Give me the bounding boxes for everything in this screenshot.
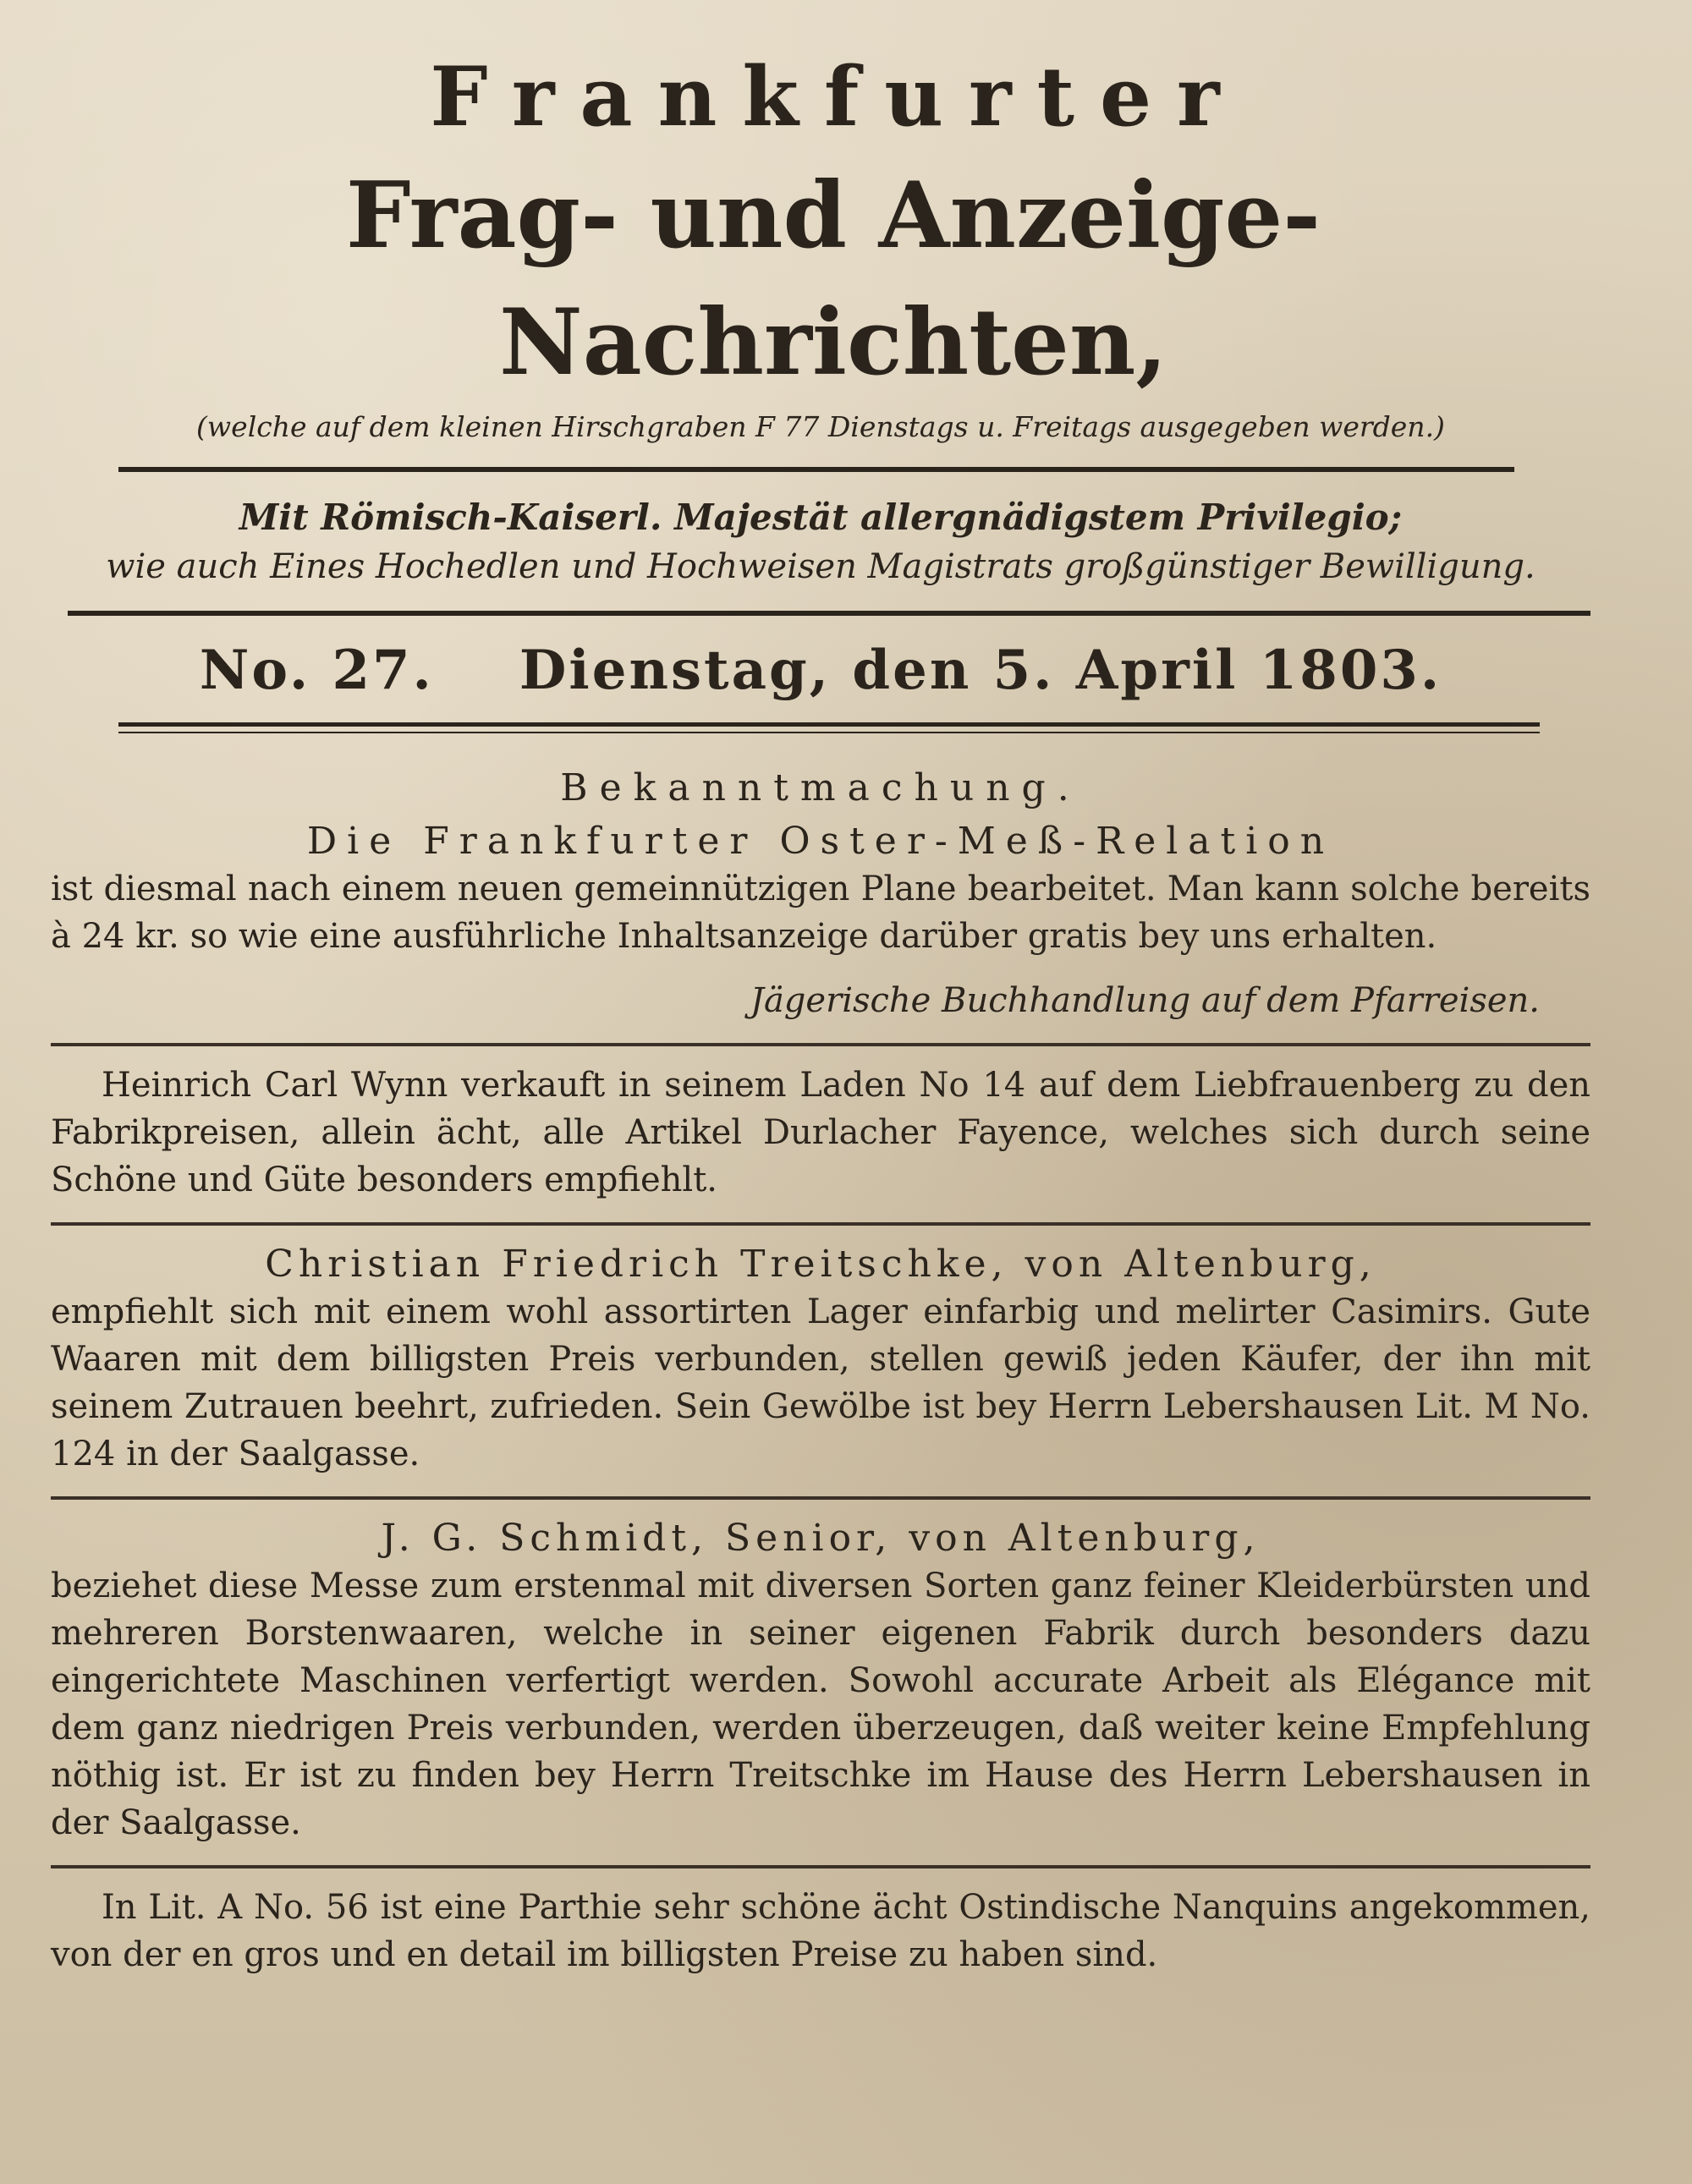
divider: [118, 722, 1540, 733]
privilege-line-1: Mit Römisch-Kaiserl. Majestät allergnädigstem Privilegio;: [239, 497, 1403, 538]
announcement-heading: Bekanntmachung.: [560, 766, 1081, 809]
divider: [51, 1865, 1590, 1868]
privilege-line-2: wie auch Eines Hochedlen und Hochweisen Magistrats großgünstiger Bewilligung.: [106, 547, 1535, 586]
divider: [118, 467, 1514, 472]
divider: [68, 611, 1590, 616]
announcement-lead: Die Frankfurter Oster-Meß-Relation: [306, 820, 1335, 863]
advertisement-lead: J. G. Schmidt, Senior, von Altenburg,: [381, 1517, 1261, 1560]
privilege-block: [51, 492, 1590, 590]
advertisement: [51, 1515, 1590, 1847]
masthead-subtitle: (welche auf dem kleinen Hirschgraben F 77 Dienstags u. Freitags ausgegeben werden.): [196, 410, 1445, 443]
divider: [51, 1496, 1590, 1500]
advertisement-lead: Christian Friedrich Treitschke, von Altenburg,: [265, 1243, 1376, 1286]
announcement-text: ist diesmal nach einem neuen gemeinnützigen Plane bearbeitet. Man kann solche bereits à 24 kr. so wie eine ausführliche Inhaltsanzeige darüber gratis bey uns erhalten.: [51, 870, 1590, 956]
divider: [51, 1222, 1590, 1226]
advertisement: [51, 1241, 1590, 1478]
advertisement-text: beziehet diese Messe zum erstenmal mit diversen Sorten ganz feiner Kleiderbürsten und mehreren Borstenwaaren, welche in seiner eigenen Fabrik durch besonders dazu eingerichtete Maschinen verfertigt werden. Sowohl accurate Arbeit als Elégance mit dem ganz niedrigen Preis verbunden, werden überzeugen, daß weiter keine Empfehlung nöthig ist. Er ist zu finden bey Herrn Treitschke im Hause des Herrn Lebershausen in der Saalgasse.: [51, 1567, 1590, 1842]
masthead-title: Frag- und Anzeige-Nachrichten,: [345, 162, 1321, 396]
announcement-signature: Jägerische Buchhandlung auf dem Pfarreisen.: [750, 981, 1540, 1020]
masthead-city: Frankfurter: [430, 49, 1245, 145]
issue-date: Dienstag, den 5. April 1803.: [519, 639, 1442, 702]
masthead: [51, 42, 1590, 448]
advertisement: [51, 1884, 1590, 1978]
advertisement-text: Heinrich Carl Wynn verkauft in seinem Laden No 14 auf dem Liebfrauenberg zu den Fabrikpreisen, allein ächt, alle Artikel Durlacher Fayence, welches sich durch seine Schöne und Güte besonders empfiehlt.: [51, 1066, 1590, 1199]
advertisement-text: empfiehlt sich mit einem wohl assortirten Lager einfarbig und melirter Casimirs. Gute Waaren mit dem billigsten Preis verbunden, stellen gewiß jeden Käufer, der ihn mit seinem Zutrauen beehrt, zufrieden. Sein Gewölbe ist bey Herrn Lebershausen Lit. M No. 124 in der Saalgasse.: [51, 1292, 1590, 1473]
issue-line: [51, 624, 1590, 717]
advertisement-text: In Lit. A No. 56 ist eine Parthie sehr schöne ächt Ostindische Nanquins angekommen, von der en gros und en detail im billigsten Preise zu haben sind.: [51, 1888, 1590, 1974]
announcement: [51, 759, 1590, 1024]
advertisement: [51, 1062, 1590, 1204]
divider: [51, 1043, 1590, 1046]
issue-number: No. 27.: [199, 639, 434, 702]
